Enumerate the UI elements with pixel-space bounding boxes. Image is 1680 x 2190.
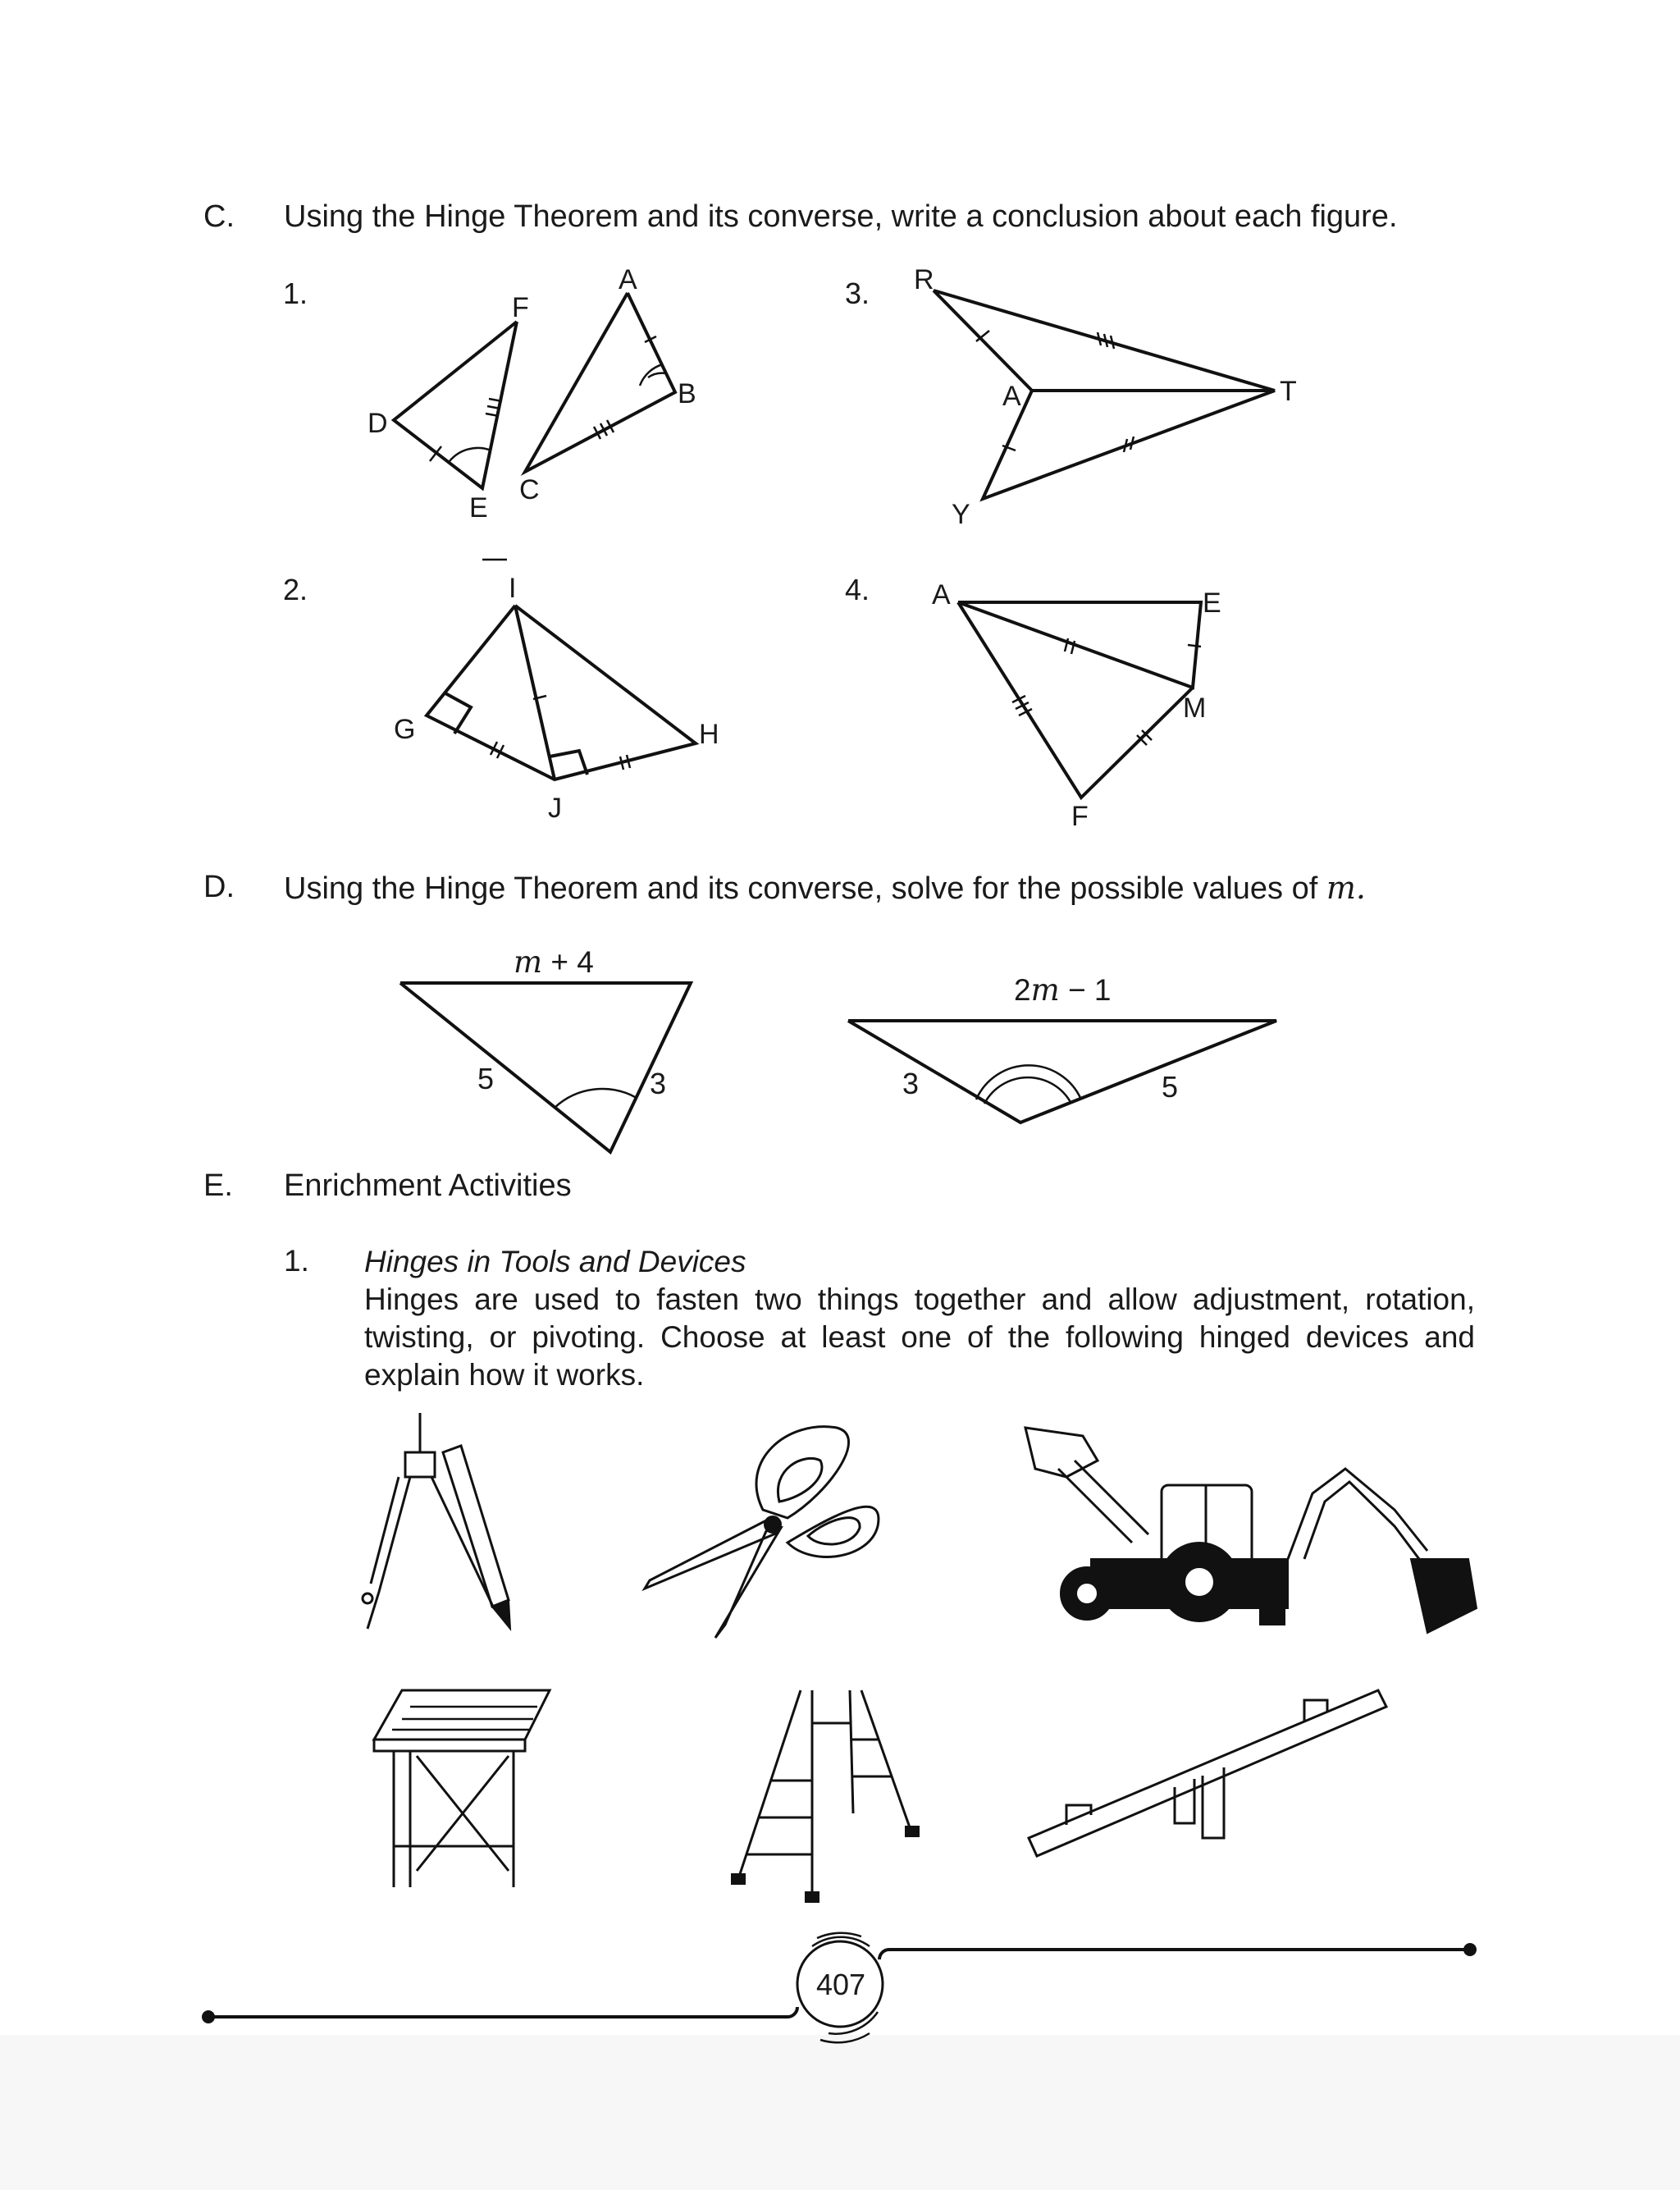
label-j: J — [548, 793, 562, 824]
seesaw-base-left — [1175, 1779, 1194, 1823]
footer-dot-right — [1464, 1944, 1476, 1955]
figure-4-number: 4. — [845, 573, 870, 606]
ladder-foot-2 — [806, 1892, 819, 1902]
backhoe-rear-bucket — [1411, 1559, 1477, 1633]
section-d-title-var: m. — [1326, 870, 1366, 906]
table-top — [374, 1690, 550, 1740]
left-triangle-top-label: m + 4 — [514, 944, 594, 980]
seesaw-icon — [1029, 1690, 1386, 1856]
section-c-letter: C. — [203, 199, 235, 234]
label-f-fig4: F — [1071, 801, 1089, 832]
ladder-foot-1 — [732, 1874, 745, 1884]
label-i: I — [509, 573, 517, 604]
right-triangle-top-label: 2m − 1 — [1014, 972, 1112, 1008]
label-y: Y — [952, 499, 970, 530]
backhoe-stabilizer — [1260, 1584, 1285, 1625]
ladder-rail-4 — [861, 1690, 911, 1830]
footer-line-right-curve — [879, 1950, 889, 1959]
compass-pencil — [443, 1446, 509, 1607]
table-apron — [374, 1740, 525, 1751]
figure-2-number: 2. — [283, 573, 308, 606]
scissors-handle-top — [756, 1427, 849, 1518]
section-d-letter: D. — [203, 870, 235, 904]
folding-table-icon — [374, 1690, 550, 1887]
enrichment-item-body: Hinges are used to fasten two things together and allow adjustment, rotation, twisting, or pivoting. Choose at least one of the following hinged devices and explain how it works. — [364, 1282, 1475, 1392]
seesaw-handle-right — [1304, 1700, 1327, 1721]
label-d: D — [368, 408, 388, 439]
section-e-letter: E. — [203, 1168, 233, 1203]
scissors-handle-bottom — [788, 1506, 879, 1557]
right-triangle-side-3: 3 — [902, 1067, 920, 1100]
figure-3-number: 3. — [845, 277, 870, 310]
label-g: G — [394, 714, 416, 745]
footer-dot-left — [203, 2011, 214, 2023]
label-h: H — [699, 719, 719, 750]
seesaw-handle-left — [1066, 1805, 1091, 1825]
label-a-fig3: A — [1002, 381, 1021, 412]
footer-line-left-curve — [788, 2007, 797, 2017]
label-f: F — [512, 292, 529, 323]
backhoe-front-wheel-hub — [1076, 1583, 1098, 1604]
left-triangle-side-5: 5 — [477, 1062, 495, 1095]
label-m: M — [1183, 693, 1207, 724]
label-e: E — [469, 492, 488, 523]
compass-screw — [363, 1593, 372, 1603]
ladder-rail-1 — [738, 1690, 801, 1879]
label-a: A — [619, 264, 637, 295]
left-triangle-side-3: 3 — [650, 1067, 667, 1100]
label-t: T — [1280, 376, 1297, 407]
right-triangle-side-5: 5 — [1162, 1070, 1179, 1104]
backhoe-front-bucket — [1025, 1428, 1098, 1477]
section-c-title: Using the Hinge Theorem and its converse, write a conclusion about each figure. — [284, 199, 1398, 234]
label-a-fig4: A — [932, 579, 951, 610]
scissors-handle-bottom-hole — [808, 1518, 860, 1544]
compass-pencil-leg — [431, 1477, 494, 1608]
backhoe-rear-wheel-hub — [1185, 1567, 1214, 1597]
page-number-arc-bottom-outer — [820, 2033, 870, 2042]
section-d-title-text: Using the Hinge Theorem and its converse, solve for the possible values of — [284, 871, 1326, 906]
label-r: R — [914, 264, 934, 295]
enrichment-item-number: 1. — [284, 1244, 309, 1278]
compass-hinge — [405, 1452, 435, 1477]
label-b: B — [678, 378, 696, 409]
compass-icon — [363, 1413, 510, 1629]
ladder-foot-3 — [906, 1827, 919, 1836]
page-number: 407 — [815, 1968, 866, 2001]
label-c: C — [519, 474, 540, 505]
ladder-rail-3 — [850, 1690, 853, 1813]
seesaw-plank — [1029, 1690, 1386, 1856]
figure-1-number: 1. — [283, 277, 308, 310]
section-e-title: Enrichment Activities — [284, 1168, 572, 1203]
enrichment-item-title: Hinges in Tools and Devices — [364, 1245, 746, 1278]
backhoe-icon — [1025, 1428, 1477, 1633]
label-e-fig4: E — [1203, 588, 1221, 619]
scissors-icon — [645, 1427, 879, 1638]
compass-needle-leg — [368, 1477, 410, 1629]
folding-ladder-icon — [732, 1690, 919, 1902]
